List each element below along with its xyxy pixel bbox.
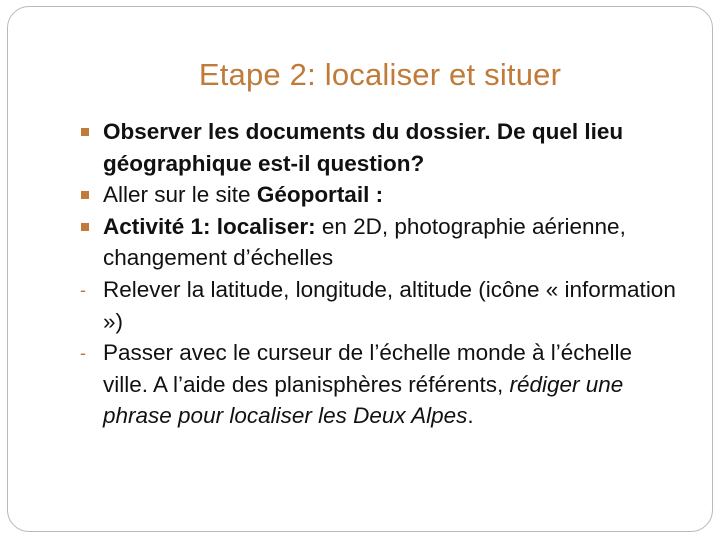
bullet-bold-text: Géoportail : — [256, 182, 384, 208]
bullet-text: Passer avec le curseur de l’échelle monde à l’échelle ville. A l’aide des planisphères référents, — [103, 340, 633, 397]
bullet-italic-text: rédiger une phrase pour localiser les Deux Alpes — [103, 371, 624, 429]
slide-title: Etape 2: localiser et situer — [198, 57, 562, 92]
bullet-item-activite-1 — [103, 211, 683, 274]
bullet-item-relever — [80, 274, 683, 337]
bullet-text: Aller sur le site — [103, 182, 257, 208]
bullet-item-geoportail — [103, 179, 683, 211]
bullet-item-passer — [80, 337, 683, 432]
bullet-text: Relever la latitude, longitude, altitude (icône « information ») — [103, 276, 676, 334]
bullet-end-text: . — [467, 403, 474, 429]
square-bullet-icon — [77, 179, 97, 211]
square-bullet-icon — [77, 211, 97, 243]
bullet-text: en 2D, photographie aérienne, changement d’échelles — [103, 213, 626, 271]
bullet-bold-text: Activité 1: localiser: — [103, 213, 316, 239]
dash-bullet-icon: - — [80, 343, 86, 364]
dash-bullet-icon: - — [80, 279, 86, 300]
square-bullet-icon — [77, 116, 97, 148]
bullet-bold-text: Observer les documents du dossier. De quel lieu géographique est-il question? — [103, 119, 624, 176]
bullet-item-observer — [103, 116, 683, 179]
bullet-list — [80, 116, 683, 432]
